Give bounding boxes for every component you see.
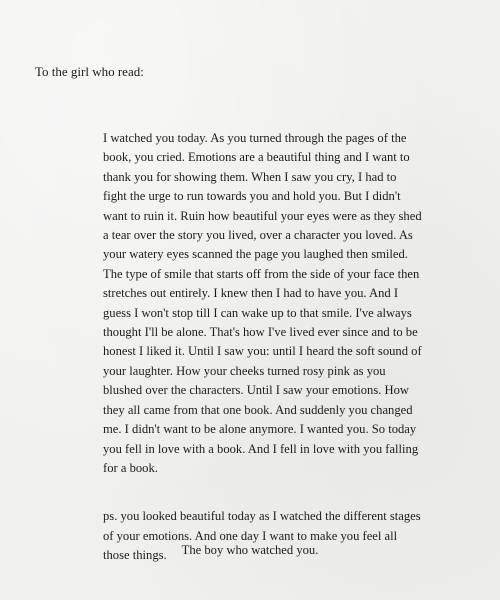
postscript: ps. you looked beautiful today as I watched the different stages of your emotions. And one day I want to make you feel all those things.	[103, 509, 421, 563]
salutation: To the girl who read:	[35, 64, 144, 79]
letter-body	[103, 129, 423, 566]
main-paragraph: I watched you today. As you turned through the pages of the book, you cried. Emotions are a beautiful thing and I want to thank you for showing them. When I saw you cry, I had to fight the urge to run towards you and hold you. But I didn't want to ruin it. Ruin how beautiful your eyes were as they shed a tear over the story you lived, over a character you loved. As your watery eyes scanned the page you laughed then smiled. The type of smile that starts off from the side of your face then stretches out entirely. I knew then I had to have you. And I guess I won't stop till I can wake up to that smile. I've always thought I'll be alone. That's how I've lived ever since and to be honest I liked it. Until I saw you: until I heard the soft sound of your laughter. How your cheeks turned rosy pink as you blushed over the characters. Until I saw your emotions. How they all came from that one book. And suddenly you changed me. I didn't want to be alone anymore. I wanted you. So today you fell in love with a book. And I fell in love with you falling for a book.	[103, 131, 422, 475]
signature: The boy who watched you.	[181, 543, 319, 557]
